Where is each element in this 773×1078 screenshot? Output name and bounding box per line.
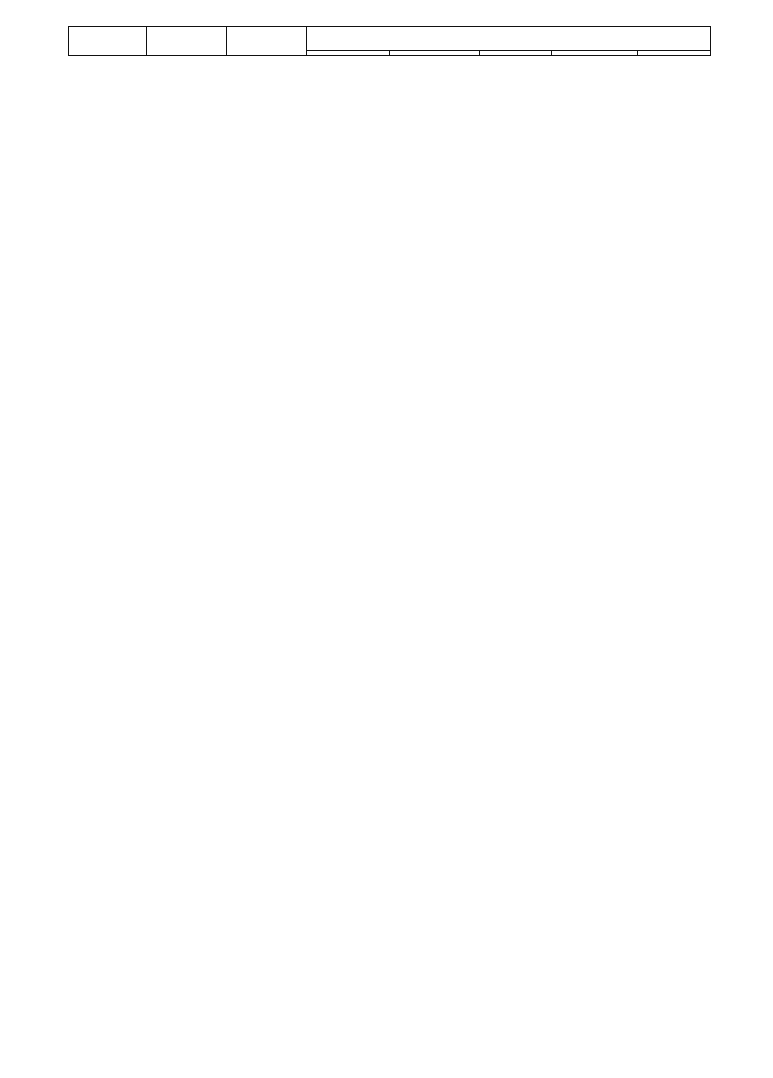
- header-chlorophyta: [552, 51, 638, 56]
- header-cyanobacteria: [306, 51, 390, 56]
- header-bacillariophyta: [480, 51, 552, 56]
- data-table: [68, 26, 711, 56]
- header-cryptophyta: [390, 51, 480, 56]
- header-total-biomass: [226, 27, 306, 56]
- header-total-count: [146, 27, 226, 56]
- page-content: [78, 14, 706, 84]
- header-time: [69, 27, 147, 56]
- header-groups: [306, 27, 710, 51]
- header-other: [638, 51, 711, 56]
